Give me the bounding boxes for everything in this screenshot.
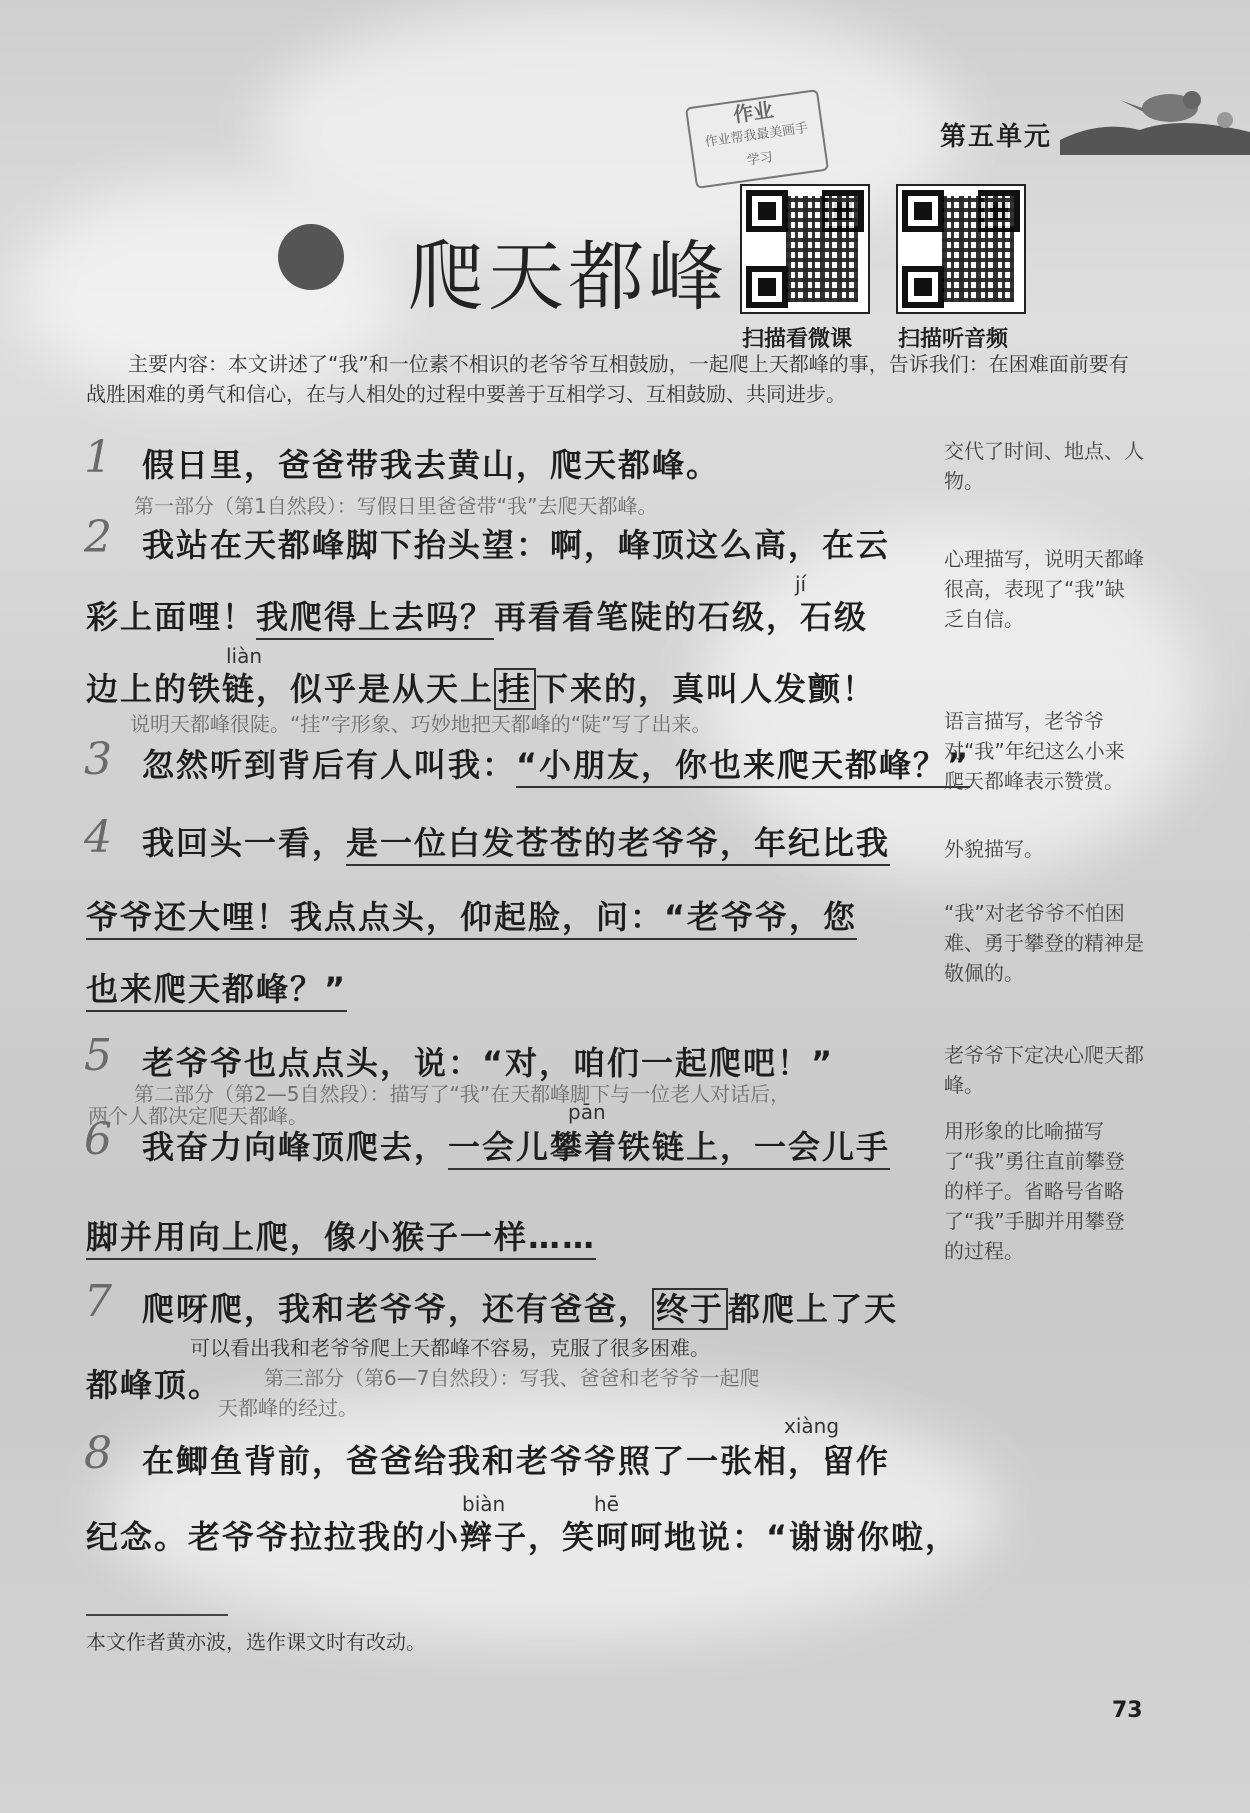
- side-note: 语言描写，老爷爷对“我”年纪这么小来爬天都峰表示赞赏。: [944, 709, 1125, 793]
- qr-finder: [746, 190, 788, 232]
- text-span: 彩上面哩！: [86, 598, 257, 636]
- paragraph-3-text: [142, 740, 970, 786]
- qr-code-microlesson[interactable]: [740, 184, 870, 314]
- paragraph-number: 3: [84, 734, 112, 785]
- text-span: 都爬上了天: [728, 1290, 899, 1328]
- underlined-text: 脚并用向上爬，像小猴子一样……: [86, 1218, 596, 1260]
- underlined-text: 我爬得上去吗？: [256, 598, 494, 640]
- pinyin-annotation: biàn: [462, 1492, 506, 1516]
- stamp-line: 作业: [731, 97, 775, 127]
- page-number: 73: [1112, 1698, 1143, 1723]
- qr-caption-audio: 扫描听音频: [898, 327, 1009, 352]
- title-bullet: [278, 224, 344, 290]
- qr-finder: [902, 190, 944, 232]
- paragraph-7-line-2: 都峰顶。: [86, 1366, 223, 1404]
- footnote-divider: [86, 1614, 228, 1616]
- pinyin-annotation: xiàng: [784, 1414, 840, 1438]
- paragraph-4-line-3: [86, 964, 347, 1010]
- text-span: 爬呀爬，我和老爷爷，还有爸爸，: [142, 1290, 653, 1328]
- unit-label: 第五单元: [940, 122, 1053, 152]
- paragraph-number: 7: [84, 1276, 112, 1327]
- paragraph-number: 1: [84, 432, 112, 483]
- paragraph-7-line-1: [142, 1284, 898, 1330]
- pinyin-annotation: jí: [795, 572, 807, 596]
- side-note: 心理描写，说明天都峰很高，表现了“我”缺乏自信。: [944, 547, 1144, 631]
- paragraph-5-text: 老爷爷也点点头，说：“对，咱们一起爬吧！”: [142, 1044, 835, 1082]
- qr-finder: [902, 266, 944, 308]
- part-note-2-cont: 两个人都决定爬天都峰。: [88, 1104, 308, 1128]
- paragraph-6-line-1: [142, 1122, 890, 1168]
- part-note-2: 第二部分（第2—5自然段）：描写了“我”在天都峰脚下与一位老人对话后，: [134, 1082, 791, 1106]
- side-note: “我”对老爷爷不怕困难、勇于攀登的精神是敬佩的。: [944, 901, 1144, 985]
- paragraph-number: 4: [84, 812, 112, 863]
- boxed-word: 挂: [494, 668, 536, 710]
- underlined-text: 一会儿攀着铁链上，一会儿手: [448, 1128, 890, 1170]
- qr-pattern: [942, 196, 1014, 302]
- pinyin-annotation: pān: [568, 1100, 606, 1124]
- part-note-1: 第一部分（第1自然段）：写假日里爸爸带“我”去爬天都峰。: [134, 494, 658, 518]
- paragraph-number: 2: [84, 512, 112, 563]
- paragraph-8-line-2: 纪念。老爷爷拉拉我的小辫子，笑呵呵地说：“谢谢你啦，: [86, 1518, 960, 1556]
- text-span: 再看看笔陡的石级，石级: [494, 598, 869, 636]
- text-span: 忽然听到背后有人叫我：: [142, 746, 517, 784]
- stamp-line: 学习: [745, 150, 774, 169]
- stamp-line: 作业帮我最美画手: [703, 120, 810, 151]
- bird-illustration: [1060, 60, 1250, 155]
- boxed-word: 终于: [652, 1288, 728, 1330]
- lesson-summary: 主要内容：本文讲述了“我”和一位素不相识的老爷爷互相鼓励，一起爬上天都峰的事，告诉我们：在困难面前要有战胜困难的勇气和信心，在与人相处的过程中要善于互相学习、互相鼓励、共同进步。: [86, 352, 1129, 406]
- part-note-3-cont: 天都峰的经过。: [218, 1396, 358, 1420]
- side-note: 用形象的比喻描写了“我”勇往直前攀登的样子。省略号省略了“我”手脚并用攀登的过程。: [944, 1119, 1125, 1263]
- paragraph-4-line-2: [86, 892, 857, 938]
- paragraph-2-line-2: [86, 592, 868, 638]
- paragraph-2-line-3: [86, 664, 876, 710]
- side-note: 老爷爷下定决心爬天都峰。: [944, 1043, 1144, 1097]
- paragraph-4-line-1: [142, 818, 890, 864]
- text-span: 下来的，真叫人发颤！: [536, 670, 877, 708]
- underlined-text: “小朋友，你也来爬天都峰？”: [516, 746, 970, 788]
- side-note: 外貌描写。: [944, 837, 1044, 861]
- paragraph-6-line-2: [86, 1212, 596, 1258]
- annotation-note-7: 可以看出我和老爷爷爬上天都峰不容易，克服了很多困难。: [190, 1336, 710, 1360]
- paragraph-2-line-1: 我站在天都峰脚下抬头望：啊，峰顶这么高，在云: [142, 526, 891, 564]
- footnote: 本文作者黄亦波，选作课文时有改动。: [86, 1630, 426, 1654]
- underlined-text: 是一位白发苍苍的老爷爷，年纪比我: [346, 824, 890, 866]
- qr-pattern: [786, 196, 858, 302]
- pinyin-annotation: hē: [594, 1492, 619, 1516]
- qr-code-audio[interactable]: [896, 184, 1026, 314]
- part-note-3: 第三部分（第6—7自然段）：写我、爸爸和老爷爷一起爬: [264, 1366, 760, 1390]
- side-note: 交代了时间、地点、人物。: [944, 439, 1144, 493]
- paragraph-number: 8: [84, 1428, 112, 1479]
- paragraph-8-line-1: 在鲫鱼背前，爸爸给我和老爷爷照了一张相，留作: [142, 1442, 891, 1480]
- pinyin-annotation: liàn: [226, 644, 263, 668]
- paragraph-1-text: 假日里，爸爸带我去黄山，爬天都峰。: [142, 446, 721, 484]
- annotation-note-2: 说明天都峰很陡。“挂”字形象、巧妙地把天都峰的“陡”写了出来。: [130, 712, 712, 736]
- paragraph-number: 6: [84, 1114, 112, 1165]
- underlined-text: 也来爬天都峰？”: [86, 970, 347, 1012]
- paragraph-number: 5: [84, 1030, 112, 1081]
- underlined-text: 爷爷还大哩！我点点头，仰起脸，问：“老爷爷，您: [86, 898, 857, 940]
- qr-caption-microlesson: 扫描看微课: [742, 327, 853, 352]
- text-span: 我回头一看，: [142, 824, 347, 862]
- qr-finder: [746, 266, 788, 308]
- text-span: 边上的铁链，似乎是从天上: [86, 670, 495, 708]
- page-title: 爬天都峰: [408, 232, 728, 321]
- text-span: 我奋力向峰顶爬去，: [142, 1128, 449, 1166]
